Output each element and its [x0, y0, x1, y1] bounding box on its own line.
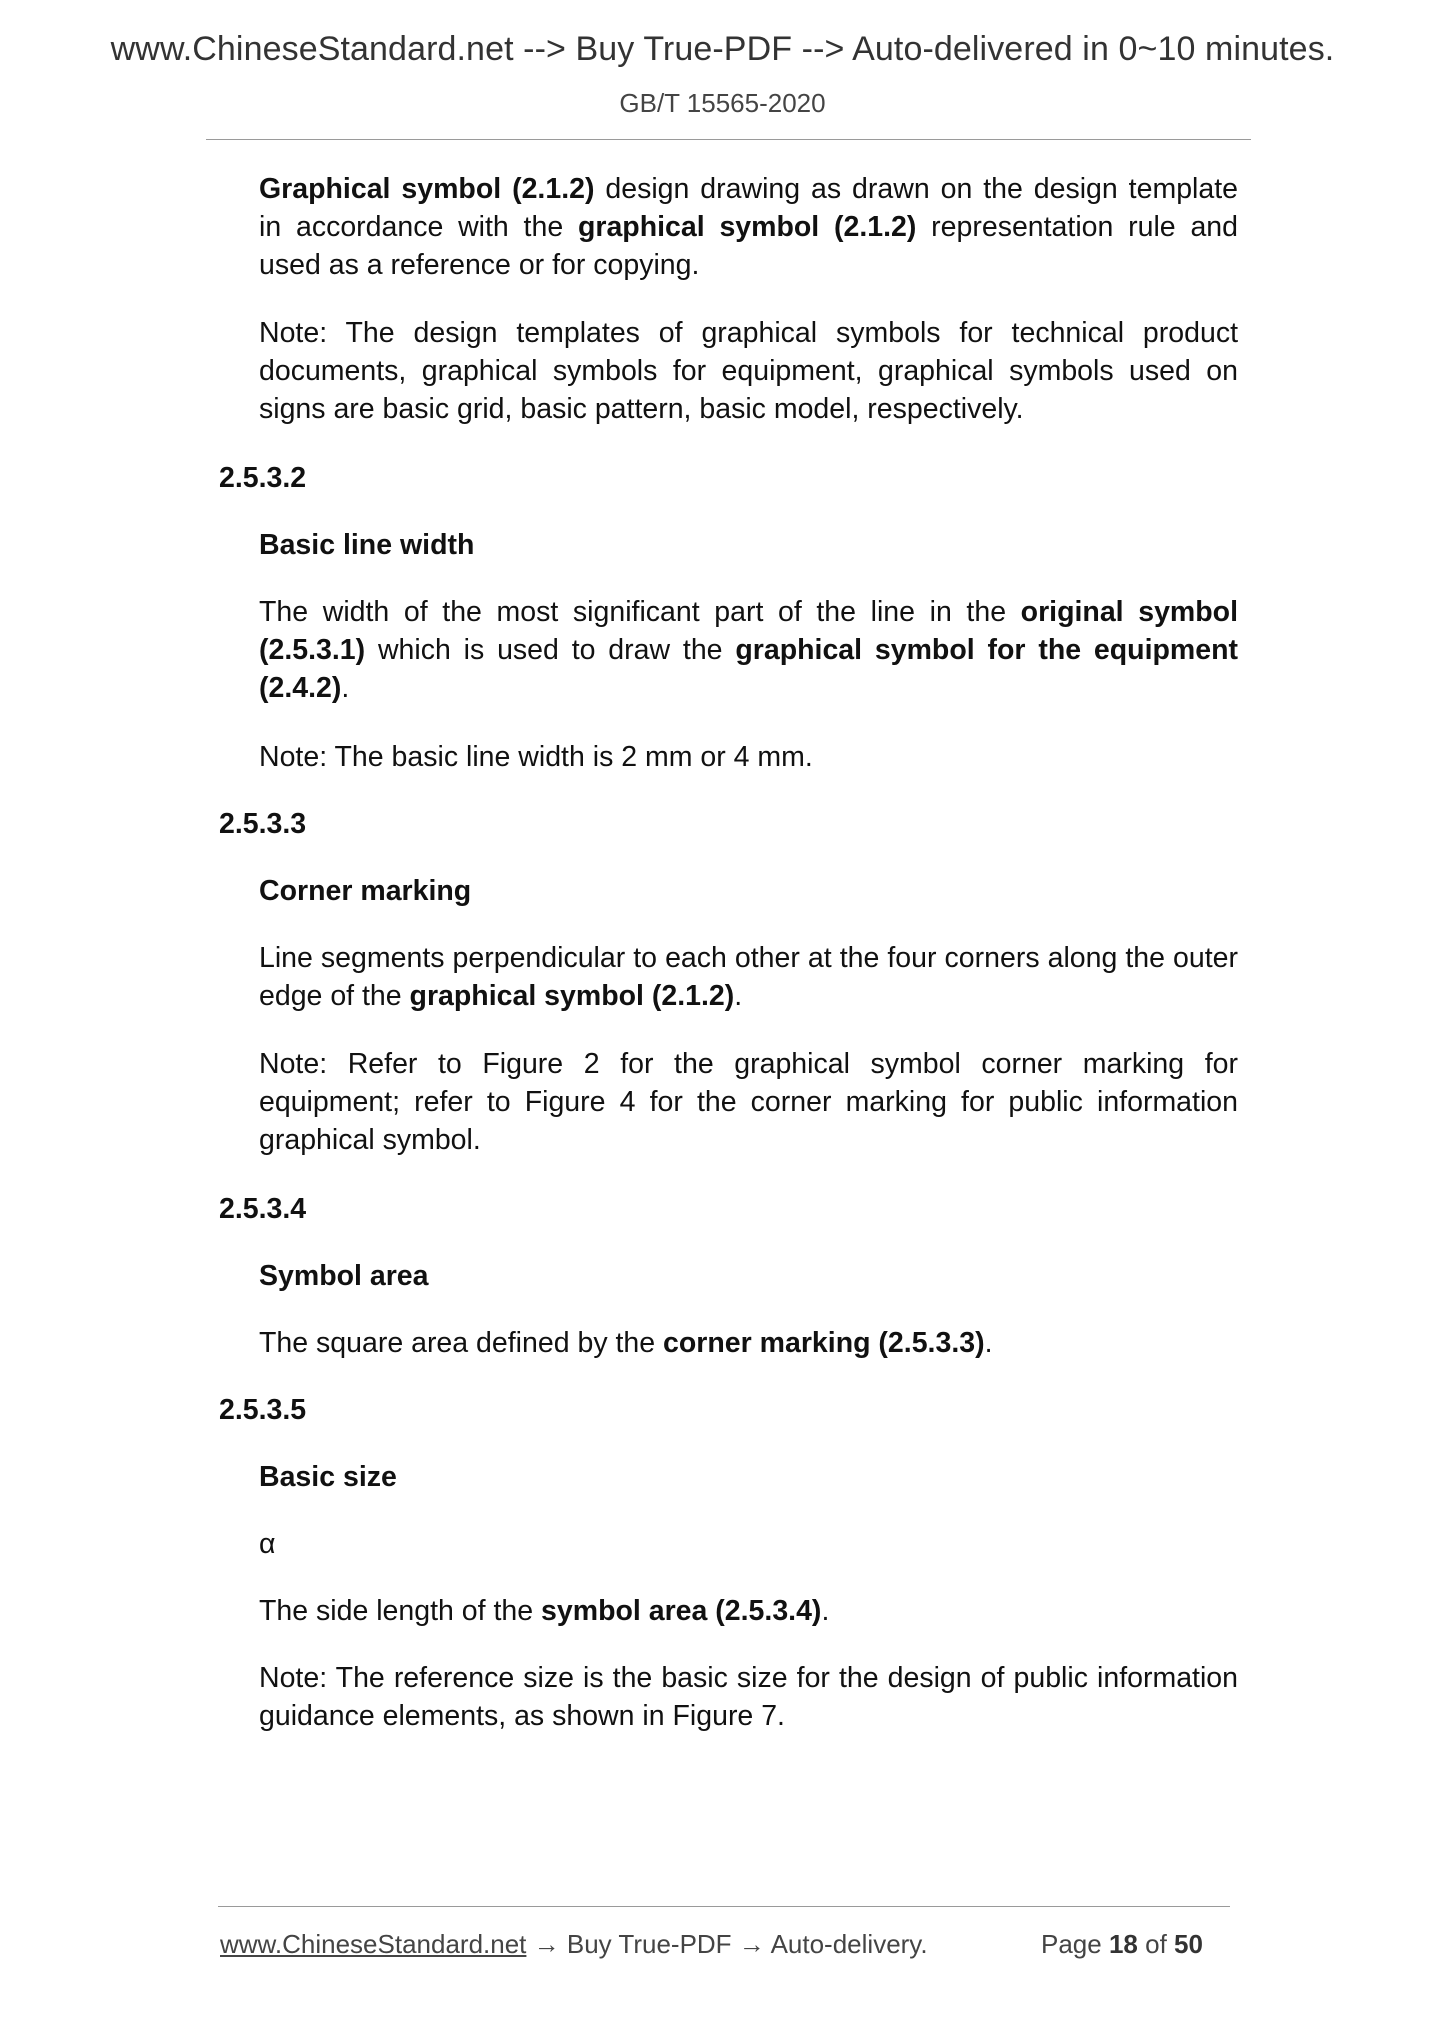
term-reference: original symbol (2.5.3.1) — [259, 596, 1238, 666]
term-reference: Graphical symbol (2.1.2) — [259, 173, 595, 205]
term-heading: Corner marking — [259, 875, 472, 907]
note-paragraph: Note: The basic line width is 2 mm or 4 mm. — [259, 741, 813, 773]
definition-paragraph: Line segments perpendicular to each other at the four corners along the outer edge of the graphical symbol (2.1.2). — [259, 942, 1238, 1012]
term-heading: Symbol area — [259, 1260, 429, 1292]
page-total: 50 — [1174, 1929, 1203, 1959]
page-indicator: Page 18 of 50 — [1041, 1929, 1203, 1959]
term-reference: graphical symbol (2.1.2) — [409, 980, 735, 1012]
site-banner: www.ChineseStandard.net --> Buy True-PDF --> Auto-delivered in 0~10 minutes. — [110, 30, 1335, 68]
term-symbol: α — [259, 1528, 276, 1560]
term-reference: graphical symbol (2.1.2) — [577, 211, 917, 243]
term-heading: Basic line width — [259, 529, 475, 561]
term-reference: symbol area (2.5.3.4) — [541, 1595, 822, 1627]
footer-divider — [218, 1906, 1230, 1907]
definition-paragraph: Graphical symbol (2.1.2) design drawing as drawn on the design template in accordance with the graphical symbol (2.1.2) representation rule and used as a reference or for copying. — [259, 173, 1238, 281]
term-reference: graphical symbol for the equipment (2.4.2) — [259, 634, 1238, 704]
clause-number: 2.5.3.3 — [219, 808, 307, 840]
term-heading: Basic size — [259, 1461, 397, 1493]
standard-number: GB/T 15565-2020 — [619, 88, 826, 118]
note-paragraph: Note: Refer to Figure 2 for the graphical symbol corner marking for equipment; refer to Figure 4 for the corner marking for public information graphical symbol. — [259, 1048, 1238, 1156]
clause-number: 2.5.3.5 — [219, 1394, 307, 1426]
definition-paragraph: The square area defined by the corner marking (2.5.3.3). — [259, 1327, 993, 1359]
definition-paragraph: The width of the most significant part of the line in the original symbol (2.5.3.1) which is used to draw the graphical symbol for the equipment (2.4.2). — [259, 596, 1238, 704]
note-paragraph: Note: The design templates of graphical symbols for technical product documents, graphical symbols for equipment, graphical symbols used on signs are basic grid, basic pattern, basic model, respectively. — [259, 317, 1238, 425]
site-link[interactable]: www.ChineseStandard.net — [220, 1929, 527, 1959]
page-number: 18 — [1108, 1929, 1138, 1959]
clause-number: 2.5.3.2 — [219, 462, 307, 494]
term-reference: corner marking (2.5.3.3) — [663, 1327, 985, 1359]
clause-number: 2.5.3.4 — [219, 1193, 307, 1225]
definition-paragraph: The side length of the symbol area (2.5.3.4). — [259, 1595, 830, 1627]
header-divider — [206, 139, 1251, 140]
footer-promo: www.ChineseStandard.net → Buy True-PDF → Auto-delivery. — [220, 1929, 928, 1959]
note-paragraph: Note: The reference size is the basic size for the design of public information guidance elements, as shown in Figure 7. — [259, 1662, 1238, 1732]
